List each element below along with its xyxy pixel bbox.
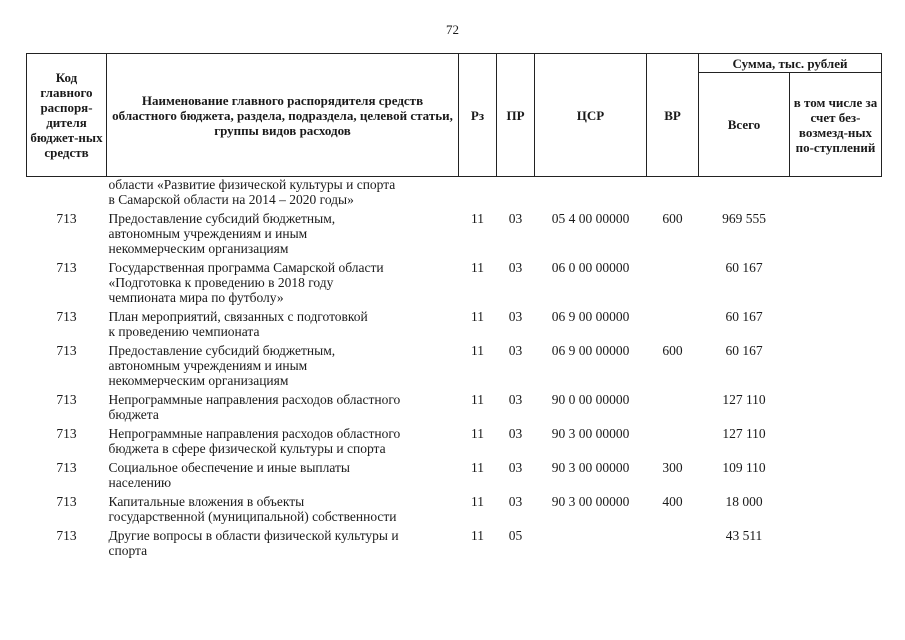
cell-name <box>107 528 459 562</box>
name-line: автономным учреждениям и иным <box>108 226 308 241</box>
header-csr: ЦСР <box>535 54 647 177</box>
cell-total: 127 110 <box>722 392 766 407</box>
cell-vr <box>647 392 699 426</box>
cell-rz: 11 <box>471 260 484 275</box>
cell-rz: 11 <box>471 528 484 543</box>
name-line: спорта <box>108 543 148 558</box>
cell-vr <box>647 309 699 343</box>
cell-vr: 600 <box>662 343 683 358</box>
cell-total: 127 110 <box>722 426 766 441</box>
cell-pr: 05 <box>508 528 523 543</box>
cell-name <box>107 309 459 343</box>
cell-free <box>790 211 882 260</box>
cell-code: 713 <box>56 392 77 407</box>
header-sum: Сумма, тыс. рублей <box>699 54 882 73</box>
name-line: бюджета в сфере физической культуры и спорта <box>108 441 386 456</box>
cell-name <box>107 177 459 212</box>
cell-vr <box>647 528 699 562</box>
header-name: Наименование главного распорядителя средств областного бюджета, раздела, подраздела, целевой статьи, группы видов расходов <box>107 54 459 177</box>
cell-total: 969 555 <box>722 211 766 226</box>
cell-pr: 03 <box>508 392 523 407</box>
cell-free <box>790 309 882 343</box>
cell-rz: 11 <box>471 494 484 509</box>
name-line: Капитальные вложения в объекты <box>108 494 305 509</box>
name-line: государственной (муниципальной) собственности <box>108 509 397 524</box>
table-row <box>27 460 882 494</box>
table-row <box>27 426 882 460</box>
cell-free <box>790 260 882 309</box>
name-line: Государственная программа Самарской области <box>108 260 384 275</box>
cell-vr: 400 <box>662 494 683 509</box>
cell-code: 713 <box>56 343 77 358</box>
cell-pr: 03 <box>508 426 523 441</box>
cell-code: 713 <box>56 426 77 441</box>
cell-total: 60 167 <box>725 343 763 358</box>
cell-free <box>790 528 882 562</box>
cell-total: 43 511 <box>725 528 763 543</box>
table-row <box>27 494 882 528</box>
cell-code: 713 <box>56 460 77 475</box>
table-row <box>27 260 882 309</box>
cell-total: 60 167 <box>725 309 763 324</box>
cell-free <box>790 426 882 460</box>
cell-rz: 11 <box>471 343 484 358</box>
cell-total: 109 110 <box>722 460 766 475</box>
cell-total: 60 167 <box>725 260 763 275</box>
table-row <box>27 211 882 260</box>
cell-code <box>27 177 107 212</box>
name-line: некоммерческим организациям <box>108 241 289 256</box>
table-row <box>27 309 882 343</box>
cell-pr: 03 <box>508 494 523 509</box>
name-line: чемпионата мира по футболу» <box>108 290 284 305</box>
cell-name <box>107 392 459 426</box>
cell-vr: 300 <box>662 460 683 475</box>
table-body <box>27 177 882 563</box>
cell-code: 713 <box>56 309 77 324</box>
cell-free <box>790 392 882 426</box>
cell-pr: 03 <box>508 211 523 226</box>
cell-csr: 90 3 00 00000 <box>551 426 630 441</box>
name-line: План мероприятий, связанных с подготовкой <box>108 309 368 324</box>
cell-csr <box>535 528 647 562</box>
cell-rz: 11 <box>471 309 484 324</box>
name-line: населению <box>108 475 172 490</box>
cell-vr <box>647 260 699 309</box>
cell-name <box>107 260 459 309</box>
cell-rz: 11 <box>471 426 484 441</box>
name-line: в Самарской области на 2014 – 2020 годы» <box>108 192 354 207</box>
cell-rz: 11 <box>471 211 484 226</box>
cell-csr: 90 0 00 00000 <box>551 392 630 407</box>
header-vr: ВР <box>647 54 699 177</box>
cell-csr: 90 3 00 00000 <box>551 494 630 509</box>
cell-free <box>790 343 882 392</box>
page-number: 72 <box>446 22 459 37</box>
name-line: Предоставление субсидий бюджетным, <box>108 211 336 226</box>
name-line: Другие вопросы в области физической культуры и <box>108 528 399 543</box>
name-line: Предоставление субсидий бюджетным, <box>108 343 336 358</box>
cell-total: 18 000 <box>725 494 763 509</box>
continuation-row <box>27 177 882 212</box>
cell-name <box>107 426 459 460</box>
cell-vr: 600 <box>662 211 683 226</box>
cell-name <box>107 211 459 260</box>
header-rz: Рз <box>459 54 497 177</box>
cell-rz: 11 <box>471 392 484 407</box>
cell-csr: 06 9 00 00000 <box>551 309 630 324</box>
name-line: области «Развитие физической культуры и спорта <box>108 177 396 192</box>
table-row <box>27 528 882 562</box>
budget-table <box>26 53 882 562</box>
cell-name <box>107 343 459 392</box>
cell-csr: 05 4 00 00000 <box>551 211 630 226</box>
cell-csr: 06 0 00 00000 <box>551 260 630 275</box>
name-line: к проведению чемпионата <box>108 324 260 339</box>
cell-rz: 11 <box>471 460 484 475</box>
name-line: автономным учреждениям и иным <box>108 358 308 373</box>
cell-csr: 90 3 00 00000 <box>551 460 630 475</box>
cell-vr <box>647 426 699 460</box>
header-pr: ПР <box>497 54 535 177</box>
cell-name <box>107 494 459 528</box>
name-line: Непрограммные направления расходов областного <box>108 426 401 441</box>
cell-code: 713 <box>56 260 77 275</box>
cell-code: 713 <box>56 211 77 226</box>
name-line: бюджета <box>108 407 159 422</box>
name-line: Социальное обеспечение и иные выплаты <box>108 460 350 475</box>
cell-free <box>790 460 882 494</box>
name-line: «Подготовка к проведению в 2018 году <box>108 275 334 290</box>
name-line: Непрограммные направления расходов областного <box>108 392 401 407</box>
cell-free <box>790 494 882 528</box>
cell-pr: 03 <box>508 343 523 358</box>
cell-code: 713 <box>56 494 77 509</box>
header-free: в том числе за счет без-возмезд-ных по-ступлений <box>790 73 882 177</box>
cell-pr: 03 <box>508 460 523 475</box>
name-line: некоммерческим организациям <box>108 373 289 388</box>
header-code: Код главного распоря-дителя бюджет-ных средств <box>27 54 107 177</box>
cell-csr: 06 9 00 00000 <box>551 343 630 358</box>
cell-name <box>107 460 459 494</box>
table-row <box>27 343 882 392</box>
header-total: Всего <box>699 73 790 177</box>
header-row-1 <box>27 54 882 73</box>
cell-pr: 03 <box>508 309 523 324</box>
cell-code: 713 <box>56 528 77 543</box>
table-row <box>27 392 882 426</box>
cell-pr: 03 <box>508 260 523 275</box>
